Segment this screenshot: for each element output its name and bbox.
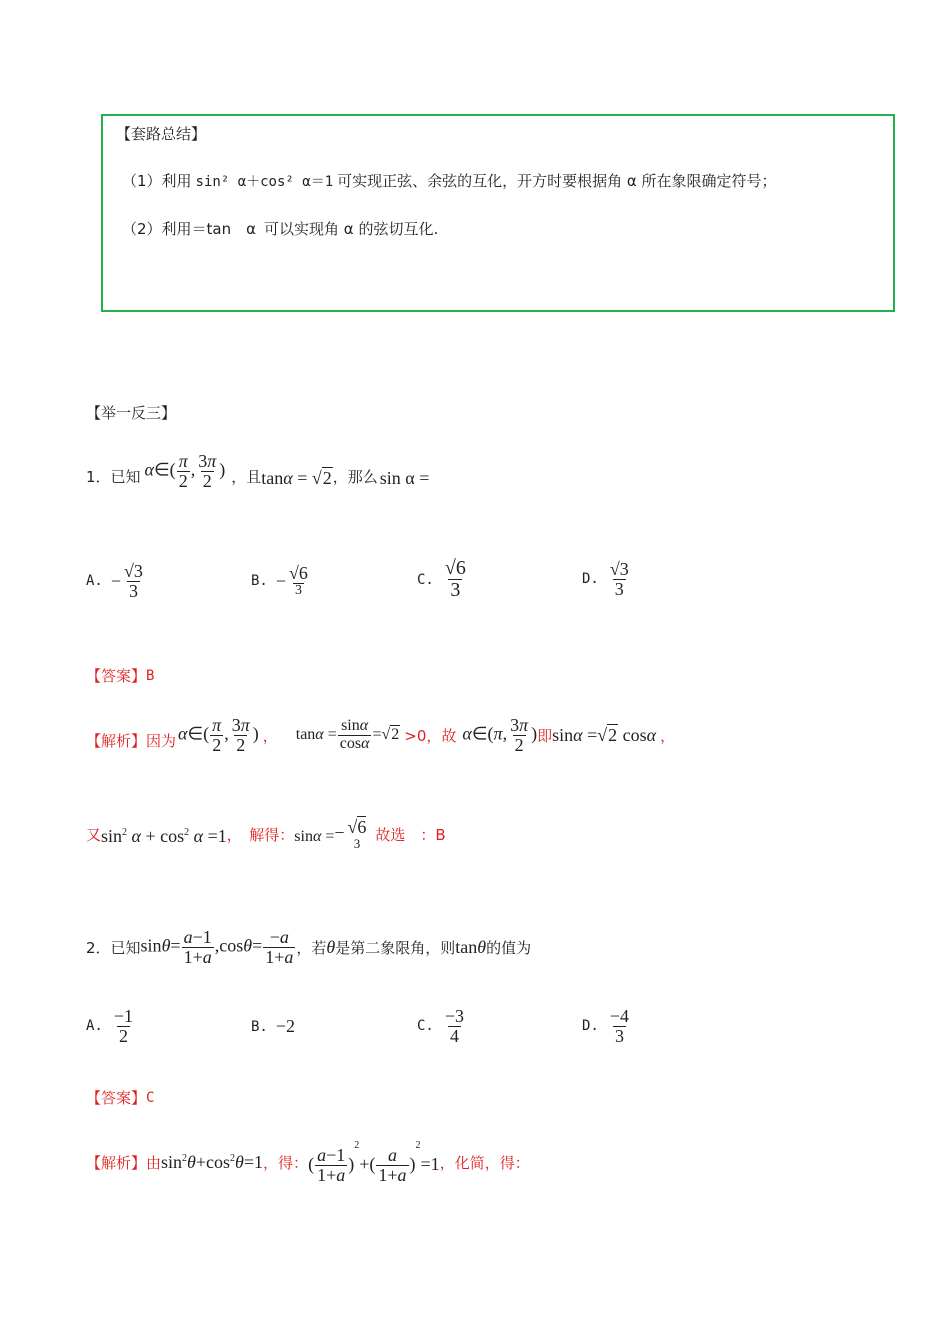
summary-formula: sin² α＋cos² α＝1 bbox=[195, 173, 334, 190]
q2-analysis: 【解析】 由 $\sin^2\theta+\cos^2\theta=1$ ，得： ( $\frac{a-1}{1+a}$ )$^2$+( $\frac{a}{1+a}$ )$^2$=1 ，化简，得： bbox=[86, 1140, 530, 1186]
q2-number: 2．已知 bbox=[86, 938, 141, 957]
question-1: 1．已知 α∈( $\frac{\pi}{2}$ , $\frac{3\pi}{2}$ ) ，且 tanα = √2 ，那么 sin α = bbox=[86, 451, 430, 491]
q1-analysis-2: 又 $\sin^2 \alpha + \cos^2 \alpha =1$ ， 解得： sinα = − √6 3 故选 ：B bbox=[86, 817, 446, 851]
q1-option-c[interactable]: C. $\frac{√6}{3}$ bbox=[417, 557, 466, 601]
q2-option-a[interactable]: A. $\frac{-1}{2}$ bbox=[86, 1006, 134, 1046]
q1-given: α∈( $\frac{\pi}{2}$ , $\frac{3\pi}{2}$ ) bbox=[144, 451, 226, 491]
q2-option-d[interactable]: D. $\frac{-4}{3}$ bbox=[582, 1006, 630, 1046]
q1-analysis-1: 【解析】 因为 α∈( $\frac{\pi}{2}$ , $\frac{3\pi}{2}$ ) ， tanα = $\frac{\sin\alpha}{\cos\alpha}$ =√2 >0，故 α∈(π, $\frac{3\pi}{2}$ ) 即 sinα =√2 cosα ， bbox=[86, 715, 676, 755]
q2-answer: 【答案】 C bbox=[86, 1089, 155, 1107]
q1-option-a[interactable]: A. − $\frac{√3}{3}$ bbox=[86, 561, 143, 601]
q2-option-b[interactable]: B. −2 bbox=[251, 1016, 296, 1036]
q1-tan: tanα = √2 bbox=[261, 467, 332, 488]
q1-option-d[interactable]: D. $\frac{√3}{3}$ bbox=[582, 559, 629, 599]
q1-ask-expr: sin α = bbox=[379, 467, 430, 488]
q1-number: 1．已知 bbox=[86, 467, 141, 486]
summary-item-1: （1）利用 sin² α＋cos² α＝1 可实现正弦、余弦的互化，开方时要根据角 α 所在象限确定符号； bbox=[122, 172, 777, 190]
question-2: 2．已知 sinθ= $\frac{a-1}{1+a}$ ,cosθ= $\frac{-a}{1+a}$ ，若 θ 是第二象限角，则 tanθ 的值为 bbox=[86, 927, 532, 967]
summary-item-2: （2）利用＝tan α 可以实现角 α 的弦切互化. bbox=[122, 220, 439, 238]
section-title: 【举一反三】 bbox=[86, 404, 177, 422]
summary-title: 【套路总结】 bbox=[116, 125, 207, 143]
q2-given: sinθ= $\frac{a-1}{1+a}$ ,cosθ= $\frac{-a}{1+a}$ bbox=[140, 927, 294, 967]
summary-box bbox=[101, 114, 895, 312]
q1-option-b[interactable]: B. − $\frac{√6}{3}$ bbox=[251, 563, 308, 598]
q2-option-c[interactable]: C. $\frac{-3}{4}$ bbox=[417, 1006, 465, 1046]
q1-answer: 【答案】 B bbox=[86, 667, 155, 685]
